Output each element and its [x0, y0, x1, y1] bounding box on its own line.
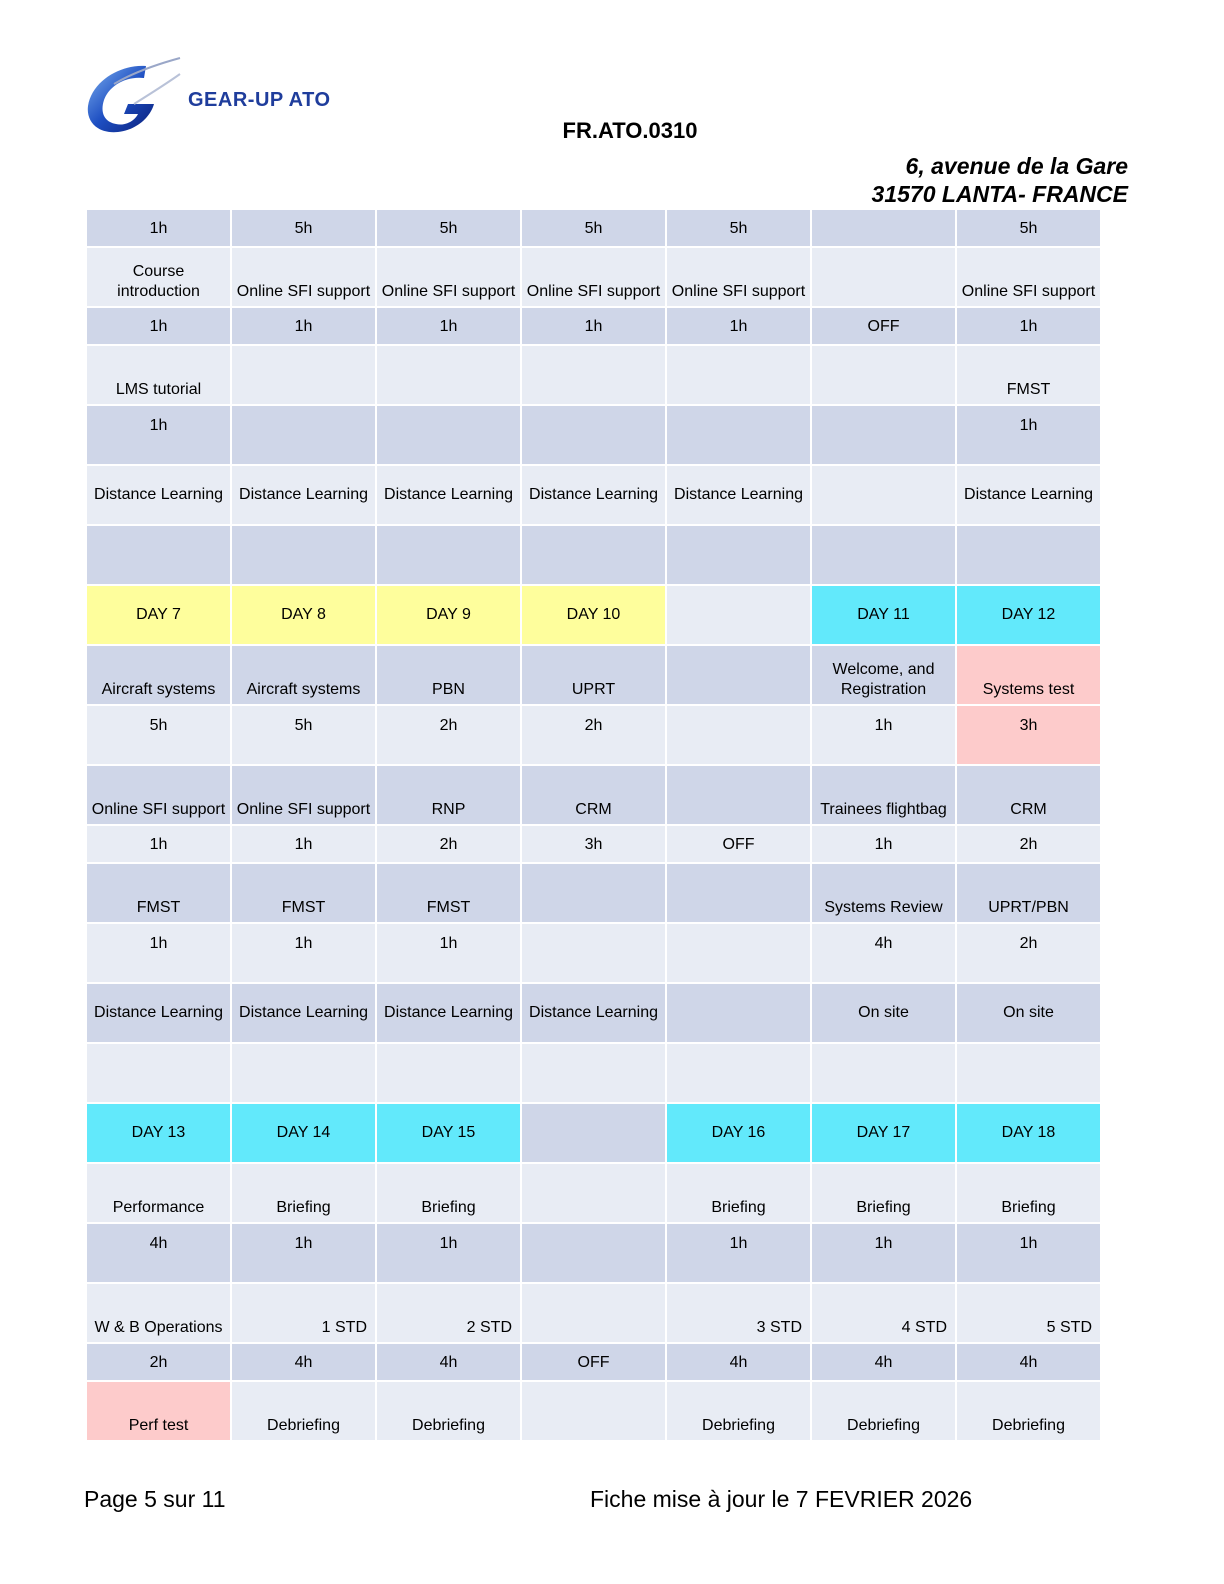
schedule-cell — [811, 525, 956, 585]
schedule-cell-text: 1h — [439, 1235, 458, 1252]
schedule-cell — [231, 209, 376, 247]
address-line-1: 6, avenue de la Gare — [905, 153, 1128, 179]
schedule-cell — [376, 705, 521, 765]
schedule-cell — [521, 585, 666, 645]
schedule-cell — [231, 345, 376, 405]
schedule-cell-text: DAY 9 — [426, 606, 471, 623]
schedule-cell — [666, 1223, 811, 1283]
schedule-cell — [811, 983, 956, 1043]
schedule-cell-text: DAY 15 — [421, 1124, 476, 1141]
schedule-cell-text: 1h — [439, 935, 458, 952]
schedule-cell — [231, 1381, 376, 1441]
schedule-row — [86, 923, 1101, 983]
schedule-cell — [86, 345, 231, 405]
schedule-cell — [956, 209, 1101, 247]
schedule-cell-text: Distance Learning — [239, 1004, 368, 1021]
schedule-cell — [521, 825, 666, 863]
schedule-cell — [376, 465, 521, 525]
schedule-cell — [86, 247, 231, 307]
schedule-cell-text: Aircraft systems — [101, 681, 216, 698]
schedule-row — [86, 465, 1101, 525]
schedule-cell-text: Briefing — [421, 1199, 476, 1216]
schedule-cell — [956, 983, 1101, 1043]
schedule-cell-text: OFF — [722, 836, 755, 853]
schedule-cell — [521, 525, 666, 585]
schedule-cell-text: PBN — [432, 681, 465, 698]
schedule-cell — [811, 307, 956, 345]
schedule-cell-text: Distance Learning — [529, 1004, 658, 1021]
schedule-cell — [956, 1163, 1101, 1223]
schedule-cell — [666, 465, 811, 525]
schedule-cell — [376, 585, 521, 645]
schedule-cell — [956, 307, 1101, 345]
schedule-cell-text: 4h — [1019, 1354, 1038, 1371]
schedule-cell — [86, 983, 231, 1043]
schedule-cell-text: W & B Operations — [94, 1319, 223, 1336]
schedule-cell — [86, 465, 231, 525]
schedule-cell-text: Distance Learning — [964, 486, 1093, 503]
schedule-cell — [956, 765, 1101, 825]
schedule-cell-text: Distance Learning — [674, 486, 803, 503]
schedule-cell-text: 1h — [874, 836, 893, 853]
schedule-cell-text: 4h — [729, 1354, 748, 1371]
schedule-cell-text: 1h — [294, 935, 313, 952]
schedule-cell-text: Online SFI support — [961, 283, 1096, 300]
schedule-cell — [666, 209, 811, 247]
schedule-row — [86, 1103, 1101, 1163]
schedule-cell-text: 1h — [1019, 318, 1038, 335]
schedule-cell-text: Systems test — [982, 681, 1075, 698]
schedule-cell — [666, 863, 811, 923]
schedule-cell — [376, 247, 521, 307]
schedule-cell-text: Briefing — [1001, 1199, 1056, 1216]
schedule-row — [86, 307, 1101, 345]
schedule-cell — [956, 1103, 1101, 1163]
schedule-cell-text: 4h — [439, 1354, 458, 1371]
schedule-row — [86, 705, 1101, 765]
schedule-cell-text: FMST — [136, 899, 181, 916]
schedule-cell-text: Distance Learning — [94, 486, 223, 503]
schedule-row — [86, 1343, 1101, 1381]
schedule-cell-text: 5h — [584, 220, 603, 237]
schedule-row — [86, 1381, 1101, 1441]
schedule-cell-text: 5h — [729, 220, 748, 237]
schedule-cell — [521, 645, 666, 705]
schedule-cell — [376, 1223, 521, 1283]
schedule-cell-text: 2h — [1019, 935, 1038, 952]
schedule-cell — [811, 345, 956, 405]
schedule-cell — [231, 645, 376, 705]
schedule-cell — [521, 345, 666, 405]
schedule-row — [86, 863, 1101, 923]
schedule-cell-text: Performance — [112, 1199, 205, 1216]
schedule-cell — [376, 307, 521, 345]
schedule-cell-text: 1h — [1019, 417, 1038, 434]
schedule-cell — [956, 585, 1101, 645]
schedule-cell-text: Distance Learning — [384, 1004, 513, 1021]
schedule-cell-text: 1h — [149, 836, 168, 853]
logo-text: GEAR-UP ATO — [188, 89, 331, 111]
schedule-cell — [231, 825, 376, 863]
schedule-cell-text: 5h — [439, 220, 458, 237]
schedule-cell — [811, 209, 956, 247]
schedule-cell — [956, 247, 1101, 307]
schedule-cell — [376, 1163, 521, 1223]
schedule-cell-text: Welcome, and Registration — [832, 661, 935, 698]
schedule-cell-text: FMST — [281, 899, 326, 916]
schedule-cell-text: 1h — [729, 318, 748, 335]
schedule-cell — [231, 705, 376, 765]
schedule-cell-text: DAY 11 — [857, 606, 910, 623]
schedule-cell — [376, 1381, 521, 1441]
schedule-cell — [956, 1343, 1101, 1381]
schedule-cell-text: DAY 13 — [131, 1124, 186, 1141]
schedule-cell — [86, 1103, 231, 1163]
schedule-cell — [666, 1343, 811, 1381]
schedule-cell — [376, 1103, 521, 1163]
schedule-cell-text: 5h — [149, 717, 168, 734]
schedule-cell — [811, 1343, 956, 1381]
schedule-cell — [811, 705, 956, 765]
schedule-cell — [811, 923, 956, 983]
schedule-cell — [956, 1381, 1101, 1441]
schedule-cell-text: LMS tutorial — [115, 381, 202, 398]
schedule-cell — [666, 307, 811, 345]
schedule-cell — [86, 1043, 231, 1103]
training-schedule-table — [85, 208, 1102, 1442]
schedule-cell — [231, 1163, 376, 1223]
schedule-cell-text: 5h — [294, 717, 313, 734]
schedule-cell — [956, 405, 1101, 465]
schedule-row — [86, 1163, 1101, 1223]
schedule-cell — [521, 1223, 666, 1283]
schedule-cell-text: 5 STD — [1046, 1319, 1092, 1336]
schedule-cell — [956, 923, 1101, 983]
schedule-cell — [521, 1043, 666, 1103]
schedule-cell-text: 1h — [149, 220, 168, 237]
schedule-cell-text: 2h — [439, 836, 458, 853]
schedule-cell — [231, 525, 376, 585]
schedule-cell-text: 1 STD — [321, 1319, 367, 1336]
schedule-cell — [956, 1283, 1101, 1343]
schedule-cell — [666, 345, 811, 405]
schedule-cell — [86, 1163, 231, 1223]
schedule-cell — [666, 765, 811, 825]
schedule-cell — [811, 863, 956, 923]
schedule-cell-text: 1h — [874, 1235, 893, 1252]
schedule-cell-text: 3 STD — [756, 1319, 802, 1336]
schedule-cell-text: FMST — [1006, 381, 1051, 398]
schedule-cell-text: Debriefing — [412, 1417, 485, 1434]
schedule-cell — [86, 585, 231, 645]
schedule-cell — [956, 465, 1101, 525]
schedule-row — [86, 345, 1101, 405]
schedule-cell — [231, 1103, 376, 1163]
schedule-cell — [231, 863, 376, 923]
schedule-cell — [86, 307, 231, 345]
schedule-cell — [86, 525, 231, 585]
schedule-cell-text: 3h — [1019, 717, 1038, 734]
document-reference: FR.ATO.0310 — [562, 118, 698, 143]
schedule-cell — [86, 209, 231, 247]
schedule-cell — [811, 825, 956, 863]
schedule-cell — [666, 405, 811, 465]
schedule-cell — [231, 585, 376, 645]
schedule-cell — [956, 1043, 1101, 1103]
schedule-cell — [811, 1381, 956, 1441]
schedule-cell — [666, 1163, 811, 1223]
schedule-cell-text: CRM — [575, 801, 612, 818]
schedule-cell — [376, 525, 521, 585]
schedule-cell — [956, 825, 1101, 863]
schedule-cell — [376, 863, 521, 923]
schedule-cell-text: Aircraft systems — [246, 681, 361, 698]
schedule-cell-text: Trainees flightbag — [820, 801, 947, 818]
schedule-cell — [521, 247, 666, 307]
schedule-cell-text: OFF — [577, 1354, 610, 1371]
schedule-cell — [956, 705, 1101, 765]
schedule-cell — [86, 1223, 231, 1283]
schedule-cell — [521, 1381, 666, 1441]
page-number: Page 5 sur 11 — [84, 1486, 226, 1512]
schedule-cell-text: Briefing — [856, 1199, 911, 1216]
schedule-cell-text: Systems Review — [824, 899, 943, 916]
schedule-cell-text: UPRT — [571, 681, 616, 698]
schedule-cell — [86, 863, 231, 923]
schedule-cell — [231, 923, 376, 983]
schedule-row — [86, 247, 1101, 307]
schedule-cell-text: 1h — [874, 717, 893, 734]
schedule-cell — [666, 645, 811, 705]
schedule-cell — [231, 983, 376, 1043]
schedule-cell-text: DAY 8 — [281, 606, 326, 623]
last-updated: Fiche mise à jour le 7 FEVRIER 2026 — [590, 1486, 973, 1512]
schedule-cell — [231, 765, 376, 825]
schedule-cell-text: 1h — [294, 318, 313, 335]
schedule-row — [86, 405, 1101, 465]
schedule-cell-text: OFF — [867, 318, 900, 335]
schedule-cell-text: 5h — [1019, 220, 1038, 237]
schedule-cell-text: Online SFI support — [381, 283, 516, 300]
schedule-cell — [666, 525, 811, 585]
schedule-cell-text: Debriefing — [847, 1417, 920, 1434]
schedule-cell — [811, 247, 956, 307]
address — [872, 152, 1128, 208]
schedule-cell — [956, 525, 1101, 585]
schedule-cell-text: 1h — [439, 318, 458, 335]
schedule-cell — [86, 705, 231, 765]
schedule-cell-text: 2h — [584, 717, 603, 734]
schedule-cell-text: Online SFI support — [671, 283, 806, 300]
schedule-cell — [666, 1103, 811, 1163]
schedule-cell — [521, 765, 666, 825]
schedule-cell-text: 1h — [149, 935, 168, 952]
schedule-cell-text: 2h — [1019, 836, 1038, 853]
schedule-cell — [666, 1381, 811, 1441]
schedule-cell — [811, 1283, 956, 1343]
schedule-cell-text: UPRT/PBN — [988, 899, 1069, 916]
schedule-cell — [956, 645, 1101, 705]
schedule-row — [86, 1043, 1101, 1103]
schedule-cell — [86, 923, 231, 983]
schedule-cell — [86, 405, 231, 465]
schedule-cell — [521, 209, 666, 247]
schedule-cell-text: 2 STD — [466, 1319, 512, 1336]
schedule-cell — [956, 1223, 1101, 1283]
schedule-cell — [811, 405, 956, 465]
schedule-cell — [956, 345, 1101, 405]
schedule-cell-text: DAY 14 — [276, 1124, 331, 1141]
schedule-cell — [376, 1043, 521, 1103]
schedule-cell — [811, 585, 956, 645]
schedule-cell-text: On site — [1003, 1004, 1054, 1021]
schedule-cell — [811, 1103, 956, 1163]
schedule-cell — [521, 1283, 666, 1343]
schedule-row — [86, 209, 1101, 247]
schedule-cell-text: Online SFI support — [236, 801, 371, 818]
schedule-cell-text: Online SFI support — [526, 283, 661, 300]
schedule-cell-text: RNP — [431, 801, 466, 818]
schedule-cell-text: Distance Learning — [529, 486, 658, 503]
schedule-cell — [521, 405, 666, 465]
schedule-cell — [666, 983, 811, 1043]
address-line-2: 31570 LANTA- FRANCE — [871, 181, 1128, 207]
schedule-cell-text: 1h — [294, 836, 313, 853]
schedule-cell-text: Online SFI support — [236, 283, 371, 300]
schedule-cell — [521, 1163, 666, 1223]
schedule-cell — [811, 765, 956, 825]
schedule-cell-text: Course introduction — [117, 263, 200, 300]
schedule-cell — [376, 1283, 521, 1343]
schedule-row — [86, 825, 1101, 863]
schedule-cell — [231, 247, 376, 307]
schedule-cell — [521, 705, 666, 765]
schedule-cell — [376, 923, 521, 983]
schedule-cell — [666, 1283, 811, 1343]
schedule-row — [86, 1283, 1101, 1343]
schedule-cell-text: 2h — [439, 717, 458, 734]
schedule-cell — [521, 863, 666, 923]
schedule-cell-text: 1h — [584, 318, 603, 335]
schedule-cell — [376, 983, 521, 1043]
schedule-cell — [666, 705, 811, 765]
schedule-cell-text: 1h — [149, 417, 168, 434]
schedule-cell — [666, 923, 811, 983]
schedule-cell — [86, 1381, 231, 1441]
schedule-cell-text: DAY 7 — [136, 606, 181, 623]
schedule-cell — [231, 465, 376, 525]
schedule-row — [86, 525, 1101, 585]
schedule-cell — [86, 645, 231, 705]
schedule-cell-text: DAY 16 — [711, 1124, 766, 1141]
schedule-cell — [376, 1343, 521, 1381]
schedule-cell-text: On site — [858, 1004, 909, 1021]
schedule-cell-text: 2h — [149, 1354, 168, 1371]
schedule-cell — [521, 1343, 666, 1381]
schedule-cell-text: 4h — [874, 935, 893, 952]
schedule-cell — [231, 1283, 376, 1343]
schedule-cell-text: DAY 12 — [1001, 606, 1056, 623]
schedule-cell-text: 1h — [149, 318, 168, 335]
schedule-cell-text: DAY 10 — [566, 606, 621, 623]
schedule-cell — [376, 765, 521, 825]
schedule-cell-text: Debriefing — [267, 1417, 340, 1434]
schedule-cell — [811, 645, 956, 705]
schedule-cell-text: 1h — [1019, 1235, 1038, 1252]
schedule-row — [86, 983, 1101, 1043]
schedule-cell — [231, 307, 376, 345]
schedule-cell — [86, 765, 231, 825]
schedule-cell — [231, 405, 376, 465]
schedule-cell-text: Online SFI support — [91, 801, 226, 818]
schedule-cell-text: 4h — [149, 1235, 168, 1252]
schedule-cell-text: Debriefing — [992, 1417, 1065, 1434]
schedule-cell-text: Distance Learning — [384, 486, 513, 503]
schedule-cell-text: 4 STD — [901, 1319, 947, 1336]
schedule-cell-text: DAY 18 — [1001, 1124, 1056, 1141]
schedule-cell — [666, 1043, 811, 1103]
schedule-cell-text: Distance Learning — [94, 1004, 223, 1021]
schedule-cell — [376, 405, 521, 465]
schedule-cell — [376, 645, 521, 705]
schedule-cell-text: Briefing — [711, 1199, 766, 1216]
schedule-row — [86, 645, 1101, 705]
schedule-cell — [86, 825, 231, 863]
schedule-cell — [811, 1223, 956, 1283]
schedule-cell — [86, 1283, 231, 1343]
schedule-cell — [666, 825, 811, 863]
schedule-cell-text: Briefing — [276, 1199, 331, 1216]
schedule-cell-text: Perf test — [128, 1417, 189, 1434]
schedule-cell-text: 1h — [729, 1235, 748, 1252]
schedule-cell-text: FMST — [426, 899, 471, 916]
schedule-row — [86, 1223, 1101, 1283]
schedule-cell — [231, 1343, 376, 1381]
schedule-cell-text: 1h — [294, 1235, 313, 1252]
schedule-cell — [521, 1103, 666, 1163]
schedule-cell-text: Debriefing — [702, 1417, 775, 1434]
schedule-cell — [376, 345, 521, 405]
schedule-cell — [666, 585, 811, 645]
schedule-cell-text: 4h — [294, 1354, 313, 1371]
schedule-row — [86, 765, 1101, 825]
schedule-cell-text: DAY 17 — [856, 1124, 911, 1141]
schedule-cell-text: 5h — [294, 220, 313, 237]
schedule-cell — [666, 247, 811, 307]
schedule-cell — [956, 863, 1101, 923]
schedule-cell — [231, 1043, 376, 1103]
schedule-cell — [811, 1043, 956, 1103]
schedule-cell — [521, 923, 666, 983]
schedule-cell — [376, 825, 521, 863]
schedule-cell-text: 3h — [584, 836, 603, 853]
schedule-row — [86, 585, 1101, 645]
schedule-cell-text: Distance Learning — [239, 486, 368, 503]
schedule-cell — [521, 983, 666, 1043]
schedule-cell — [376, 209, 521, 247]
schedule-cell — [521, 307, 666, 345]
schedule-cell-text: CRM — [1010, 801, 1047, 818]
schedule-cell — [231, 1223, 376, 1283]
schedule-cell — [811, 465, 956, 525]
schedule-cell — [521, 465, 666, 525]
schedule-cell-text: 4h — [874, 1354, 893, 1371]
schedule-cell — [811, 1163, 956, 1223]
schedule-cell — [86, 1343, 231, 1381]
